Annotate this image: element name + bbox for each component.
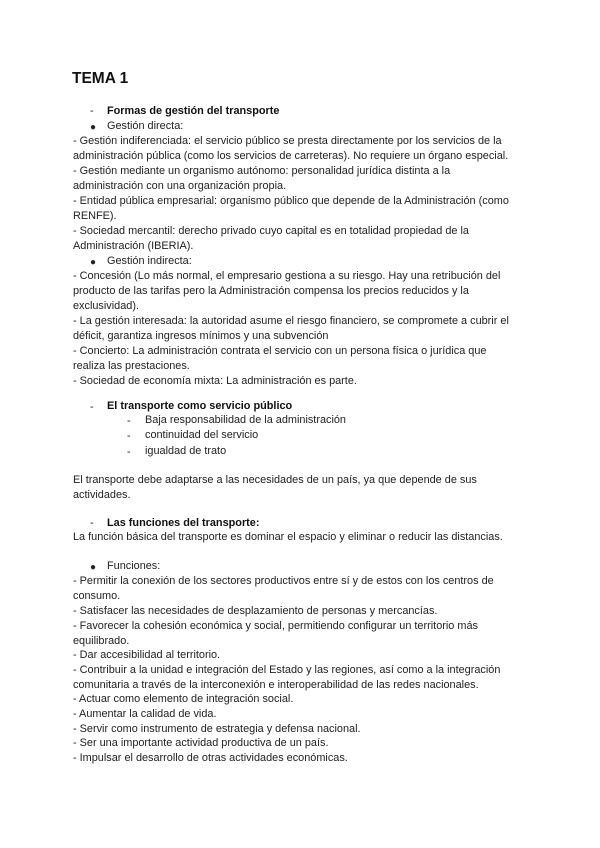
paragraph-line: - Concesión (Lo más normal, el empresario gestiona a su riesgo. Hay una retribución del	[73, 270, 501, 282]
section-heading-funciones: Las funciones del transporte:	[107, 517, 260, 529]
dash-marker: -	[90, 401, 94, 413]
paragraph-line: El transporte debe adaptarse a las necesidades de un país, ya que depende de sus	[73, 474, 477, 486]
list-item: continuidad del servicio	[145, 429, 259, 441]
paragraph-line: - Sociedad de economía mixta: La administración es parte.	[73, 375, 357, 387]
list-item: Baja responsabilidad de la administración	[145, 414, 346, 426]
paragraph-line: - Favorecer la cohesión económica y social, permitiendo configurar un territorio más	[73, 620, 478, 632]
paragraph-line: - Impulsar el desarrollo de otras actividades económicas.	[73, 752, 348, 764]
paragraph-line: Administración (IBERIA).	[73, 240, 194, 252]
bullet-marker: ●	[90, 257, 97, 268]
dash-marker: -	[90, 517, 94, 529]
paragraph-line: consumo.	[73, 590, 121, 602]
paragraph-line: - Ser una importante actividad productiva de un país.	[73, 737, 329, 749]
paragraph-line: equilibrado.	[73, 635, 130, 647]
paragraph-line: realiza las prestaciones.	[73, 360, 190, 372]
section-heading-servicio: El transporte como servicio público	[107, 400, 293, 412]
paragraph-line: - Concierto: La administración contrata el servicio con un persona física o jurídica que	[73, 345, 487, 357]
dash-marker: -	[127, 415, 131, 427]
bullet-gestion-directa: Gestión directa:	[107, 120, 184, 132]
paragraph-line: - La gestión interesada: la autoridad asume el riesgo financiero, se compromete a cubrir el	[73, 315, 509, 327]
dash-marker: -	[127, 430, 131, 442]
bullet-marker: ●	[90, 122, 97, 133]
paragraph-line: - Dar accesibilidad al territorio.	[73, 649, 221, 661]
paragraph-line: La función básica del transporte es dominar el espacio y eliminar o reducir las distancias.	[73, 531, 503, 543]
paragraph-line: administración pública (como los servicios de carreteras). No requiere un órgano especial.	[73, 150, 509, 162]
paragraph-line: administración con una organización propia.	[73, 180, 287, 192]
bullet-marker: ●	[90, 562, 97, 573]
paragraph-line: RENFE).	[73, 210, 117, 222]
paragraph-line: - Actuar como elemento de integración social.	[73, 693, 294, 705]
bullet-funciones: Funciones:	[107, 560, 161, 572]
paragraph-line: exclusividad).	[73, 300, 139, 312]
paragraph-line: comunitaria a través de la interconexión e interoperabilidad de las redes nacionales.	[73, 679, 479, 691]
section-heading-formas: Formas de gestión del transporte	[107, 105, 280, 117]
paragraph-line: actividades.	[73, 489, 131, 501]
paragraph-line: déficit, garantiza ingresos mínimos y una subvención	[73, 330, 329, 342]
dash-marker: -	[90, 105, 94, 117]
paragraph-line: - Gestión mediante un organismo autónomo: personalidad jurídica distinta a la	[73, 165, 451, 177]
list-item: igualdad de trato	[145, 445, 227, 457]
paragraph-line: - Satisfacer las necesidades de desplazamiento de personas y mercancías.	[73, 605, 438, 617]
paragraph-line: - Servir como instrumento de estrategia y defensa nacional.	[73, 723, 361, 735]
paragraph-line: - Permitir la conexión de los sectores productivos entre sí y de estos con los centros de	[73, 575, 494, 587]
paragraph-line: - Entidad pública empresarial: organismo público que depende de la Administración (como	[73, 195, 509, 207]
bullet-gestion-indirecta: Gestión indirecta:	[107, 255, 192, 267]
paragraph-line: producto de las tarifas pero la Administración compensa los precios reducidos y la	[73, 285, 469, 297]
paragraph-line: - Gestión indiferenciada: el servicio público se presta directamente por los servicios de la	[73, 135, 502, 147]
paragraph-line: - Contribuir a la unidad e integración del Estado y las regiones, así como a la integración	[73, 664, 501, 676]
paragraph-line: - Sociedad mercantil: derecho privado cuyo capital es en totalidad propiedad de la	[73, 225, 469, 237]
dash-marker: -	[127, 446, 131, 458]
paragraph-line: - Aumentar la calidad de vida.	[73, 708, 217, 720]
page-title: TEMA 1	[72, 70, 129, 87]
